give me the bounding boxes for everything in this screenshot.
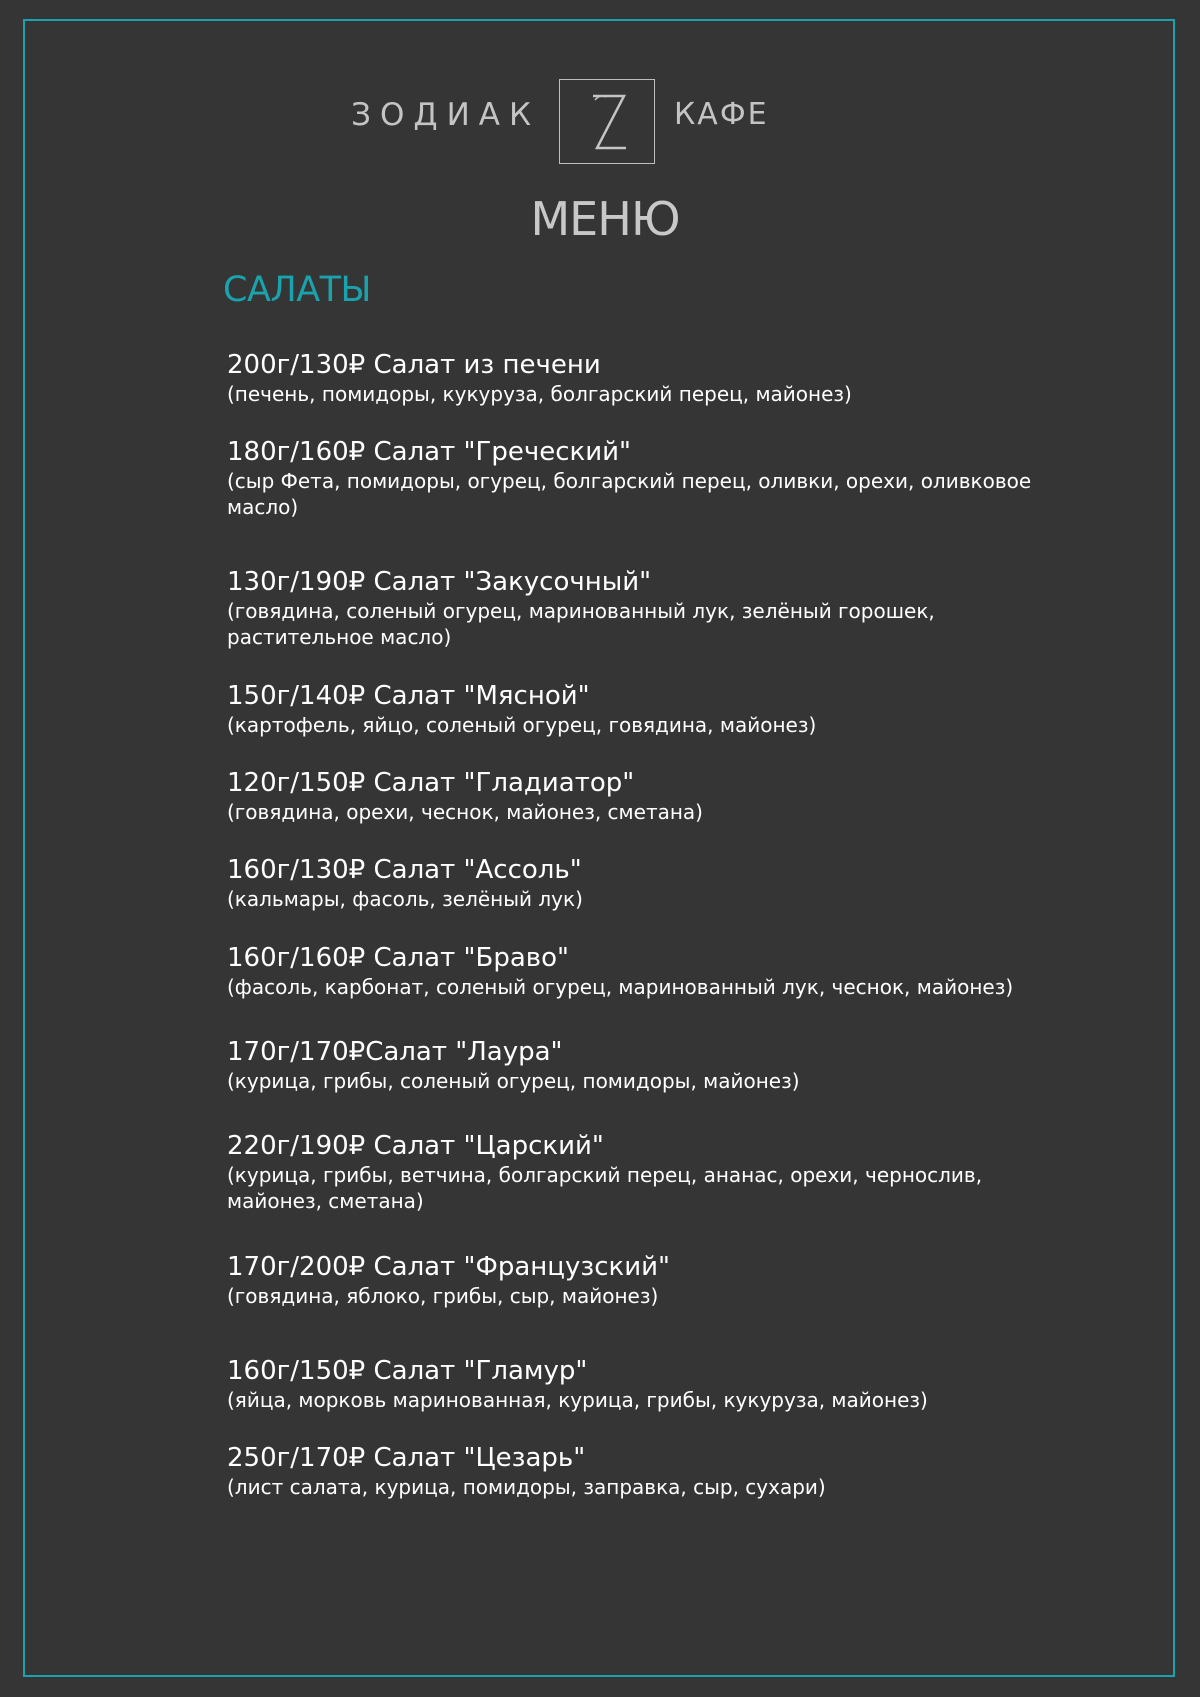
menu-item-title: 170г/170₽Салат "Лаура" <box>227 1037 563 1067</box>
menu-item-title: 220г/190₽ Салат "Царский" <box>227 1131 604 1161</box>
menu-item <box>227 942 1057 1000</box>
menu-item <box>227 854 1057 912</box>
logo-word-kafe: КАФЕ <box>674 97 769 132</box>
menu-item-title: 160г/130₽ Салат "Ассоль" <box>227 855 582 885</box>
menu-item-description: (курица, грибы, соленый огурец, помидоры, майонез) <box>227 1069 800 1093</box>
logo-word-zodiak: ЗОДИАК <box>351 97 540 133</box>
menu-item <box>227 349 1057 407</box>
menu-item-description: (лист салата, курица, помидоры, заправка, сыр, сухари) <box>227 1475 826 1499</box>
menu-item <box>227 680 1057 738</box>
page-title: МЕНЮ <box>530 192 680 246</box>
menu-item-title: 180г/160₽ Салат "Греческий" <box>227 437 631 467</box>
menu-item-title: 160г/160₽ Салат "Браво" <box>227 943 569 973</box>
menu-item-description: (картофель, яйцо, соленый огурец, говядина, майонез) <box>227 713 817 737</box>
menu-item-description: (говядина, орехи, чеснок, майонез, сметана) <box>227 800 703 824</box>
cafe-logo <box>0 79 1200 166</box>
menu-item <box>227 1355 1057 1413</box>
menu-item-description: (печень, помидоры, кукуруза, болгарский перец, майонез) <box>227 382 852 406</box>
menu-item <box>227 1251 1057 1309</box>
menu-item-title: 150г/140₽ Салат "Мясной" <box>227 681 590 711</box>
menu-item-description: (говядина, яблоко, грибы, сыр, майонез) <box>227 1284 659 1308</box>
page-border <box>23 19 1175 1677</box>
logo-emblem <box>559 79 655 164</box>
menu-item <box>227 566 1057 650</box>
menu-item-description: (сыр Фета, помидоры, огурец, болгарский перец, оливки, орехи, оливковое масло) <box>227 469 1032 519</box>
menu-item <box>227 436 1057 520</box>
menu-item-title: 250г/170₽ Салат "Цезарь" <box>227 1443 586 1473</box>
menu-item <box>227 1442 1057 1500</box>
menu-item-title: 200г/130₽ Салат из печени <box>227 350 601 380</box>
menu-item-description: (фасоль, карбонат, соленый огурец, маринованный лук, чеснок, майонез) <box>227 975 1014 999</box>
menu-item-description: (говядина, соленый огурец, маринованный лук, зелёный горошек, растительное масло) <box>227 599 935 649</box>
z-letter-icon <box>560 80 656 165</box>
menu-item <box>227 767 1057 825</box>
menu-item-description: (курица, грибы, ветчина, болгарский перец, ананас, орехи, чернослив, майонез, сметана) <box>227 1163 983 1213</box>
menu-item-title: 170г/200₽ Салат "Французский" <box>227 1252 670 1282</box>
section-title-salads: САЛАТЫ <box>223 270 371 310</box>
menu-item-title: 130г/190₽ Салат "Закусочный" <box>227 567 652 597</box>
menu-item-title: 160г/150₽ Салат "Гламур" <box>227 1356 588 1386</box>
menu-item-title: 120г/150₽ Салат "Гладиатор" <box>227 768 635 798</box>
menu-item-description: (яйца, морковь маринованная, курица, грибы, кукуруза, майонез) <box>227 1388 928 1412</box>
menu-item <box>227 1130 1057 1214</box>
menu-item-description: (кальмары, фасоль, зелёный лук) <box>227 887 583 911</box>
menu-item <box>227 1036 1057 1094</box>
